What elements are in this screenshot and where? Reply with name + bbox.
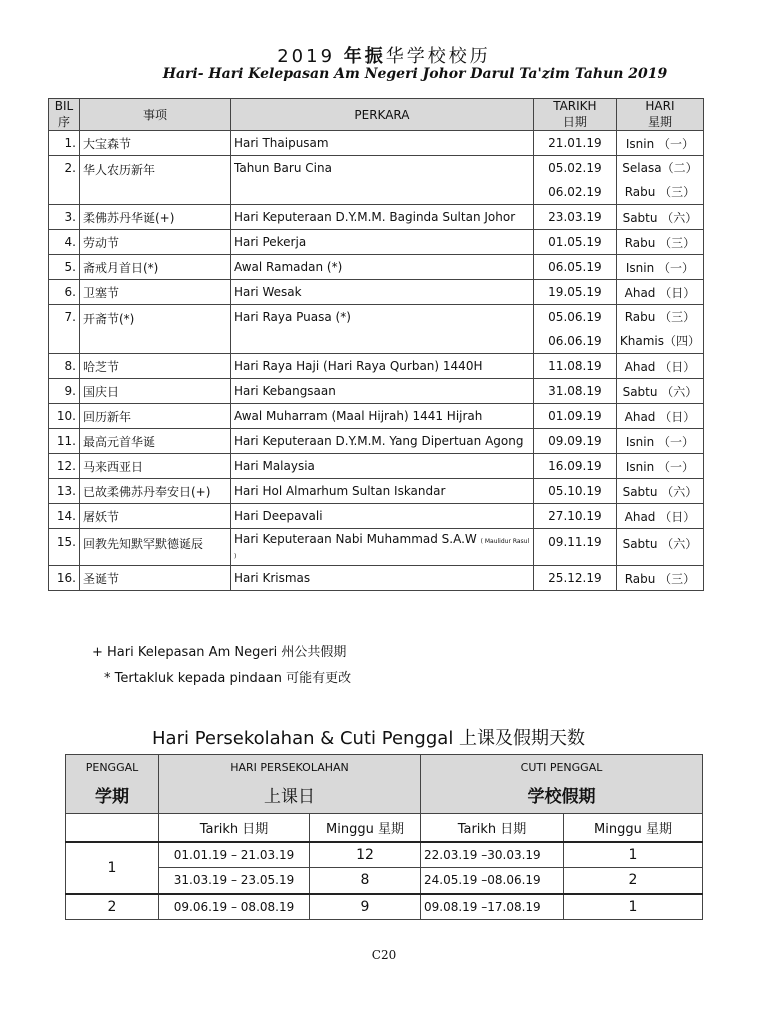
row-perkara bbox=[231, 504, 534, 529]
perkara-note: ( Maulidur Rasul ) bbox=[234, 538, 530, 560]
row-day bbox=[616, 255, 703, 280]
day-value: Sabtu （六） bbox=[622, 384, 698, 399]
header-cuti: CUTI PENGGAL 学校假期 bbox=[421, 755, 703, 814]
perkara-text: Awal Muharram (Maal Hijrah) 1441 Hijrah bbox=[234, 409, 483, 423]
row-number: 4. bbox=[49, 230, 80, 255]
row-number: 15. bbox=[49, 529, 80, 566]
row-day bbox=[616, 529, 703, 566]
row-date bbox=[533, 566, 616, 591]
perkara-text: Tahun Baru Cina bbox=[234, 161, 332, 175]
row-number: 8. bbox=[49, 354, 80, 379]
perkara-text: Hari Thaipusam bbox=[234, 136, 329, 150]
row-date bbox=[533, 354, 616, 379]
table-row bbox=[49, 429, 704, 454]
row-item-cn: 马来西亚日 bbox=[80, 454, 231, 479]
row-date bbox=[533, 156, 616, 205]
row-item-cn: 已故柔佛苏丹奉安日(+) bbox=[80, 479, 231, 504]
row-item-cn: 圣诞节 bbox=[80, 566, 231, 591]
blank-cell bbox=[66, 814, 159, 842]
row-day bbox=[616, 504, 703, 529]
row-day bbox=[616, 305, 703, 354]
row-item-cn: 国庆日 bbox=[80, 379, 231, 404]
row-item-cn: 最高元首华诞 bbox=[80, 429, 231, 454]
date-value: 31.08.19 bbox=[548, 384, 602, 398]
date-value: 01.05.19 bbox=[548, 235, 602, 249]
row-item-cn: 回历新年 bbox=[80, 404, 231, 429]
row-item-cn: 屠妖节 bbox=[80, 504, 231, 529]
day-value: Ahad （日） bbox=[624, 509, 696, 524]
day-value: Sabtu （六） bbox=[622, 210, 698, 225]
date-value: 23.03.19 bbox=[548, 210, 602, 224]
row-number: 11. bbox=[49, 429, 80, 454]
holiday-date: 22.03.19 –30.03.19 bbox=[421, 842, 564, 868]
row-number: 7. bbox=[49, 305, 80, 354]
row-item-cn: 柔佛苏丹华诞(+) bbox=[80, 205, 231, 230]
holiday-weeks: 1 bbox=[564, 894, 703, 920]
table-row bbox=[66, 894, 703, 920]
row-number: 12. bbox=[49, 454, 80, 479]
row-perkara bbox=[231, 255, 534, 280]
title-year: 2019 bbox=[277, 46, 336, 67]
school-weeks: 9 bbox=[310, 894, 421, 920]
header-penggal: PENGGAL 学期 bbox=[66, 755, 159, 814]
note-star: * Tertakluk kepada pindaan 可能有更改 bbox=[104, 671, 352, 686]
row-day bbox=[616, 230, 703, 255]
table-row bbox=[49, 566, 704, 591]
row-number: 3. bbox=[49, 205, 80, 230]
row-item-cn: 华人农历新年 bbox=[80, 156, 231, 205]
row-number: 10. bbox=[49, 404, 80, 429]
day-value: Rabu （三） bbox=[624, 235, 696, 250]
row-number: 9. bbox=[49, 379, 80, 404]
date-value: 06.05.19 bbox=[548, 260, 602, 274]
table-row bbox=[49, 131, 704, 156]
row-perkara bbox=[231, 529, 534, 566]
table-row bbox=[49, 479, 704, 504]
row-perkara bbox=[231, 429, 534, 454]
table-row bbox=[49, 230, 704, 255]
row-item-cn: 卫塞节 bbox=[80, 280, 231, 305]
row-day bbox=[616, 566, 703, 591]
header-perkara: PERKARA bbox=[231, 99, 534, 131]
school-section-title: Hari Persekolahan & Cuti Penggal 上课及假期天数 bbox=[152, 728, 586, 749]
row-perkara bbox=[231, 156, 534, 205]
school-date: 09.06.19 – 08.08.19 bbox=[159, 894, 310, 920]
perkara-text: Hari Malaysia bbox=[234, 459, 315, 473]
row-date bbox=[533, 255, 616, 280]
table-row bbox=[49, 205, 704, 230]
date-value: 05.10.19 bbox=[548, 484, 602, 498]
row-day bbox=[616, 156, 703, 205]
date-value: 19.05.19 bbox=[548, 285, 602, 299]
day-value: Sabtu （六） bbox=[622, 484, 698, 499]
table-row bbox=[49, 529, 704, 566]
school-weeks: 12 bbox=[310, 842, 421, 868]
row-perkara bbox=[231, 230, 534, 255]
row-perkara bbox=[231, 566, 534, 591]
day-value: Isnin （一） bbox=[625, 434, 695, 449]
perkara-text: Hari Pekerja bbox=[234, 235, 307, 249]
date-value: 21.01.19 bbox=[548, 136, 602, 150]
header-hari: HARI 星期 bbox=[616, 99, 703, 131]
row-day bbox=[616, 354, 703, 379]
perkara-text: Hari Keputeraan D.Y.M.M. Yang Dipertuan Agong bbox=[234, 434, 524, 448]
day-value: Ahad （日） bbox=[624, 359, 696, 374]
row-day bbox=[616, 379, 703, 404]
perkara-text: Hari Wesak bbox=[234, 285, 302, 299]
header-item-cn: 事项 bbox=[80, 99, 231, 131]
title-bold: 年振 bbox=[343, 46, 386, 67]
page-title bbox=[0, 42, 768, 68]
date-value: 05.06.19 bbox=[548, 310, 602, 324]
day-value: Khamis（四） bbox=[619, 334, 700, 348]
row-perkara bbox=[231, 131, 534, 156]
row-date bbox=[533, 205, 616, 230]
day-value: Ahad （日） bbox=[624, 285, 696, 300]
row-perkara bbox=[231, 354, 534, 379]
row-perkara bbox=[231, 305, 534, 354]
holiday-date: 24.05.19 –08.06.19 bbox=[421, 868, 564, 894]
table-row bbox=[49, 454, 704, 479]
school-date: 31.03.19 – 23.05.19 bbox=[159, 868, 310, 894]
table-row bbox=[49, 280, 704, 305]
date-value: 05.02.19 bbox=[548, 161, 602, 175]
school-table bbox=[65, 754, 703, 920]
row-date bbox=[533, 504, 616, 529]
row-number: 14. bbox=[49, 504, 80, 529]
perkara-text: Hari Deepavali bbox=[234, 509, 323, 523]
table-row bbox=[49, 404, 704, 429]
date-value: 06.06.19 bbox=[548, 334, 602, 348]
row-date bbox=[533, 479, 616, 504]
table-row bbox=[66, 868, 703, 894]
page-subtitle: Hari- Hari Kelepasan Am Negeri Johor Darul Ta'zim Tahun 2019 bbox=[162, 66, 668, 82]
date-value: 09.11.19 bbox=[548, 535, 602, 549]
perkara-text: Hari Hol Almarhum Sultan Iskandar bbox=[234, 484, 446, 498]
row-number: 2. bbox=[49, 156, 80, 205]
row-perkara bbox=[231, 379, 534, 404]
row-day bbox=[616, 429, 703, 454]
perkara-text: Hari Krismas bbox=[234, 571, 311, 585]
row-number: 6. bbox=[49, 280, 80, 305]
row-number: 16. bbox=[49, 566, 80, 591]
perkara-text: Hari Keputeraan Nabi Muhammad S.A.W bbox=[234, 532, 477, 546]
row-item-cn: 大宝森节 bbox=[80, 131, 231, 156]
penggal-cell: 1 bbox=[66, 842, 159, 894]
penggal-cell: 2 bbox=[66, 894, 159, 920]
row-date bbox=[533, 404, 616, 429]
perkara-text: Awal Ramadan (*) bbox=[234, 260, 343, 274]
date-value: 06.02.19 bbox=[548, 185, 602, 199]
row-item-cn: 回教先知默罕默德诞辰 bbox=[80, 529, 231, 566]
table-row bbox=[49, 305, 704, 354]
header-persekolahan: HARI PERSEKOLAHAN 上课日 bbox=[159, 755, 421, 814]
holiday-date: 09.08.19 –17.08.19 bbox=[421, 894, 564, 920]
col-holiday-tarikh: Tarikh 日期 bbox=[421, 814, 564, 842]
title-rest: 华学校校历 bbox=[385, 46, 491, 67]
school-date: 01.01.19 – 21.03.19 bbox=[159, 842, 310, 868]
row-day bbox=[616, 404, 703, 429]
table-row bbox=[66, 842, 703, 868]
notes bbox=[92, 640, 351, 692]
perkara-text: Hari Keputeraan D.Y.M.M. Baginda Sultan Johor bbox=[234, 210, 516, 224]
day-value: Isnin （一） bbox=[625, 136, 695, 151]
perkara-text: Hari Raya Haji (Hari Raya Qurban) 1440H bbox=[234, 359, 483, 373]
row-number: 1. bbox=[49, 131, 80, 156]
day-value: Isnin （一） bbox=[625, 459, 695, 474]
perkara-text: Hari Raya Puasa (*) bbox=[234, 310, 351, 324]
holiday-weeks: 1 bbox=[564, 842, 703, 868]
table-row bbox=[49, 354, 704, 379]
row-perkara bbox=[231, 205, 534, 230]
row-item-cn: 斋戒月首日(*) bbox=[80, 255, 231, 280]
table-row bbox=[49, 255, 704, 280]
col-holiday-minggu: Minggu 星期 bbox=[564, 814, 703, 842]
day-value: Rabu （三） bbox=[624, 185, 696, 199]
day-value: Rabu （三） bbox=[624, 310, 696, 324]
day-value: Ahad （日） bbox=[624, 409, 696, 424]
row-day bbox=[616, 280, 703, 305]
row-date bbox=[533, 429, 616, 454]
row-perkara bbox=[231, 404, 534, 429]
table-row bbox=[49, 379, 704, 404]
row-day bbox=[616, 454, 703, 479]
date-value: 25.12.19 bbox=[548, 571, 602, 585]
table-row bbox=[49, 156, 704, 205]
holiday-weeks: 2 bbox=[564, 868, 703, 894]
row-day bbox=[616, 131, 703, 156]
date-value: 27.10.19 bbox=[548, 509, 602, 523]
row-item-cn: 哈芝节 bbox=[80, 354, 231, 379]
day-value: Selasa（二） bbox=[622, 161, 698, 175]
row-perkara bbox=[231, 280, 534, 305]
row-item-cn: 劳动节 bbox=[80, 230, 231, 255]
header-tarikh: TARIKH 日期 bbox=[533, 99, 616, 131]
row-date bbox=[533, 529, 616, 566]
row-number: 13. bbox=[49, 479, 80, 504]
day-value: Rabu （三） bbox=[624, 571, 696, 586]
row-date bbox=[533, 280, 616, 305]
row-date bbox=[533, 305, 616, 354]
note-plus: + Hari Kelepasan Am Negeri 州公共假期 bbox=[92, 645, 347, 660]
table-row bbox=[49, 504, 704, 529]
date-value: 01.09.19 bbox=[548, 409, 602, 423]
row-date bbox=[533, 454, 616, 479]
row-day bbox=[616, 479, 703, 504]
holiday-table bbox=[48, 98, 704, 591]
row-date bbox=[533, 230, 616, 255]
col-school-tarikh: Tarikh 日期 bbox=[159, 814, 310, 842]
row-perkara bbox=[231, 454, 534, 479]
row-day bbox=[616, 205, 703, 230]
date-value: 09.09.19 bbox=[548, 434, 602, 448]
page-number: C20 bbox=[371, 948, 397, 962]
day-value: Isnin （一） bbox=[625, 260, 695, 275]
row-number: 5. bbox=[49, 255, 80, 280]
header-bil: BIL 序 bbox=[49, 99, 80, 131]
date-value: 11.08.19 bbox=[548, 359, 602, 373]
row-perkara bbox=[231, 479, 534, 504]
col-school-minggu: Minggu 星期 bbox=[310, 814, 421, 842]
row-item-cn: 开斋节(*) bbox=[80, 305, 231, 354]
row-date bbox=[533, 131, 616, 156]
day-value: Sabtu （六） bbox=[622, 537, 698, 551]
perkara-text: Hari Kebangsaan bbox=[234, 384, 336, 398]
row-date bbox=[533, 379, 616, 404]
school-weeks: 8 bbox=[310, 868, 421, 894]
date-value: 16.09.19 bbox=[548, 459, 602, 473]
